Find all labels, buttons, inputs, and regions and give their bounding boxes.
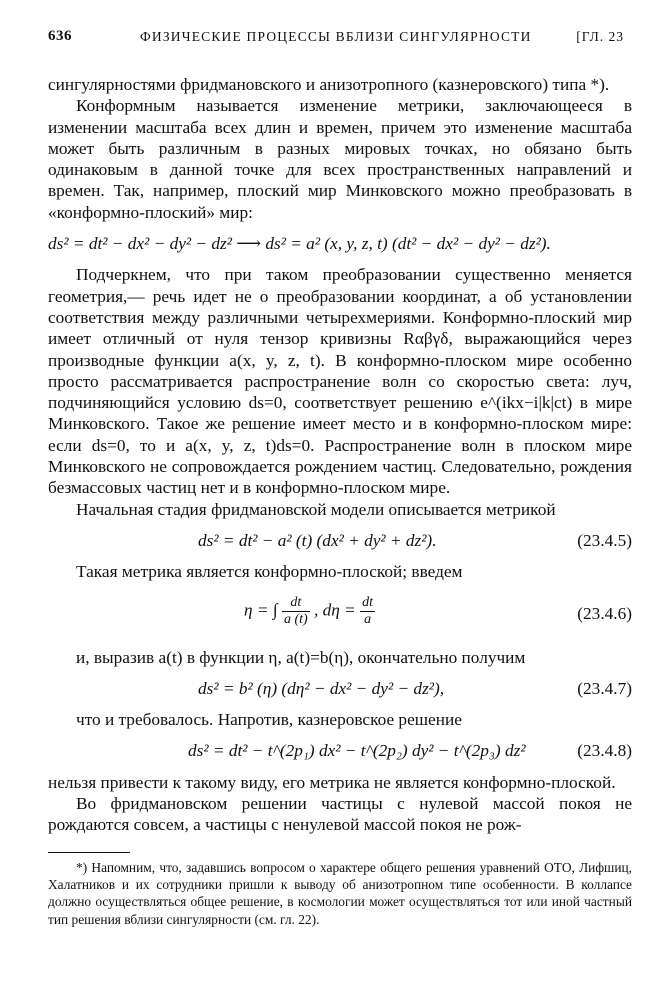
fraction-2-denominator: a — [364, 611, 372, 627]
fraction-2-numerator: dt — [362, 594, 374, 610]
running-header — [48, 28, 632, 52]
paragraph-2: Конформным называется изменение метрики, заключающееся в изменении масштаба всех длин и времен, причем это изменение масштаба может быть различным в разных мировых точках, но обязано быть одинаковым в данной точке для всех пространственных направлений и времен. Так, например, плоский мир Минковского можно преобразовать в «конформно-плоский» мир: — [48, 96, 632, 222]
running-title: ФИЗИЧЕСКИЕ ПРОЦЕССЫ ВБЛИЗИ СИНГУЛЯРНОСТИ — [140, 29, 532, 44]
formula-23-4-6-expr — [244, 595, 375, 628]
paragraph-9: Во фридмановском решении частицы с нулевой массой покоя не рождаются совсем, а частицы с ненулевой массой покоя не рож- — [48, 794, 632, 835]
formula-conformal-map — [48, 233, 632, 254]
paragraph-7: что и требовалось. Напротив, казнеровское решение — [76, 710, 462, 730]
formula-23-4-5 — [48, 530, 632, 551]
formula-23-4-5-expr: ds² = dt² − a² (t) (dx² + dy² + dz²). — [198, 530, 437, 550]
d-eta-equals: , dη = — [313, 600, 356, 619]
equation-number-23-4-6: (23.4.6) — [577, 603, 632, 623]
equation-number-23-4-8: (23.4.8) — [577, 741, 632, 761]
eta-integral: η = ∫ — [244, 600, 278, 619]
formula-23-4-7 — [48, 678, 632, 699]
formula-23-4-6 — [48, 593, 632, 637]
paragraph-3: Подчеркнем, что при таком преобразовании существенно меняется геометрия,— речь идет не о преобразовании координат, а об установлении соответствия между различными четырехмериями. Конформно-плоский мир имеет отличный от нуля тензор кривизны Rαβγδ, выражающийся через производные функции a(x, y, z, t). В конформно-плоском мире особенно просто рассматривается распространение волн со скоростью света: луч, подчиняющийся условию ds=0, соответствует решению e^(ikx−i|k|ct) в мире Минковского. Такое же решение имеет место и в конформно-плоском мире: если ds=0, то и a(x, y, z, t)ds=0. Распространение волн в плоском мире Минковского не сопровождается рождением частиц. Следовательно, рождения безмассовых частиц нет и в конформно-плоском мире. — [48, 265, 632, 498]
fraction-1-numerator: dt — [282, 595, 310, 612]
formula-conformal-map-expr: ds² = dt² − dx² − dy² − dz² ⟶ ds² = a² (x, y, z, t) (dt² − dx² − dy² − dz²). — [48, 234, 551, 254]
formula-23-4-8 — [48, 740, 632, 761]
footnote-text: *) Напомним, что, задавшись вопросом о характере общего решения уравнений ОТО, Лифшиц, Халатников и их сотрудники пришли к выводу об анизотропном типе особенности. В коллапсе должно осуществляться общее решение, в космологии может осуществляться тот или иной частный тип решения вблизи сингулярности (см. гл. 22). — [48, 859, 632, 927]
equation-number-23-4-7: (23.4.7) — [577, 678, 632, 698]
paragraph-6: и, выразив a(t) в функции η, a(t)=b(η), окончательно получим — [76, 647, 526, 667]
footnote — [48, 859, 632, 928]
equation-number-23-4-5: (23.4.5) — [577, 530, 632, 550]
fraction-dt-over-a — [360, 595, 375, 628]
book-page — [48, 28, 632, 928]
formula-23-4-8-expr: ds² = dt² − t^(2p₁) dx² − t^(2p₂) dy² − t^(2p₃) dz² — [188, 741, 526, 761]
page-number: 636 — [48, 28, 72, 44]
paragraph-8: нельзя привести к такому виду, его метрика не является конформно-плоской. — [48, 772, 616, 792]
footnote-divider — [48, 852, 130, 853]
formula-23-4-7-expr: ds² = b² (η) (dη² − dx² − dy² − dz²), — [198, 678, 445, 698]
fraction-1-denominator: a (t) — [283, 611, 308, 627]
paragraph-5: Такая метрика является конформно-плоской; введем — [76, 562, 463, 582]
chapter-label: [ГЛ. 23 — [576, 29, 624, 44]
fraction-dt-over-at — [282, 595, 310, 628]
main-text — [48, 74, 632, 836]
paragraph-1: сингулярностями фридмановского и анизотропного (казнеровского) типа *). — [48, 75, 610, 94]
paragraph-4: Начальная стадия фридмановской модели описывается метрикой — [76, 499, 556, 519]
